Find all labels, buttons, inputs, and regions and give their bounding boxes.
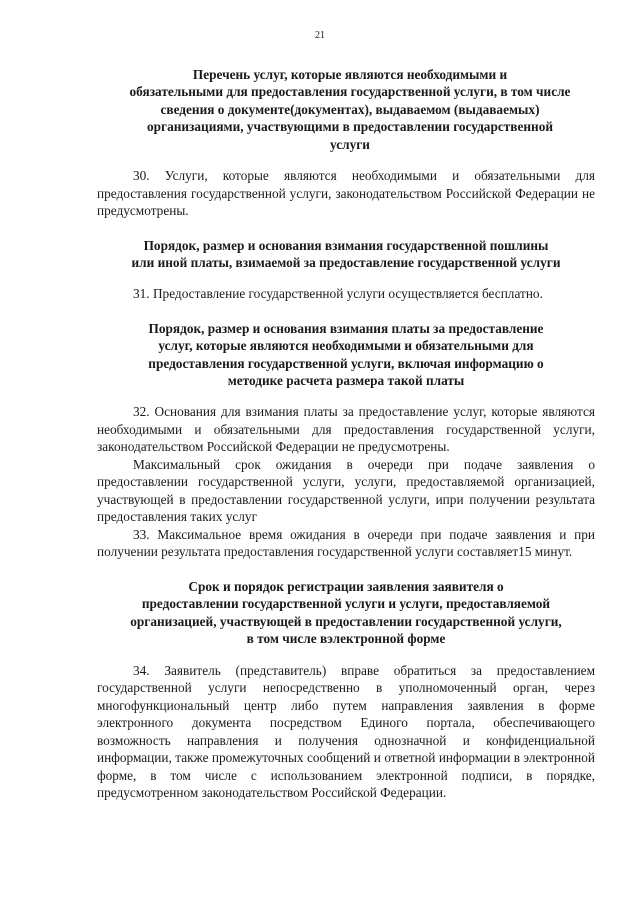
heading-line: предоставления государственной услуги, включая информацию о — [148, 355, 544, 371]
paragraph-30: 30. Услуги, которые являются необходимыми и обязательными для предоставления государственной услуги, законодательством Российской Федерации не предусмотрены. — [97, 168, 595, 219]
heading-state-fee — [97, 237, 595, 272]
page-content — [97, 66, 595, 802]
heading-line: в том числе вэлектронной форме — [246, 631, 446, 647]
heading-line: Срок и порядок регистрации заявления заявителя о — [188, 578, 504, 594]
paragraph-queue-time: Максимальный срок ожидания в очереди при подаче заявления о предоставлении государственной услуги, услуги, предоставляемой организацией, участвующей в предоставлении государственной услуги, ипри получении результата предоставления таких услуг — [97, 456, 595, 525]
heading-line: услуги — [330, 136, 370, 152]
heading-line: организациями, участвующими в предоставлении государственной — [146, 119, 553, 135]
paragraph-33: 33. Максимальное время ожидания в очереди при подаче заявления и при получении результата предоставления государственной услуги составляет15 минут. — [97, 526, 595, 560]
heading-line: Порядок, размер и основания взимания государственной пошлины — [143, 237, 549, 253]
heading-line: Порядок, размер и основания взимания платы за предоставление — [148, 320, 544, 336]
heading-line: или иной платы, взимаемой за предоставление государственной услуги — [131, 254, 561, 270]
heading-registration — [97, 578, 595, 648]
heading-line: обязательными для предоставления государственной услуги, в том числе — [129, 84, 571, 100]
paragraph-32: 32. Основания для взимания платы за предоставление услуг, которые являются необходимыми и обязательными для предоставления государственной услуги, законодательством Российской Федерации не предусмотрены. — [97, 404, 595, 455]
paragraph-31: 31. Предоставление государственной услуги осуществляется бесплатно. — [133, 286, 543, 302]
heading-line: услуг, которые являются необходимыми и обязательными для — [158, 338, 534, 354]
heading-line: предоставлении государственной услуги и услуги, предоставляемой — [141, 596, 551, 612]
heading-line: методике расчета размера такой платы — [227, 373, 465, 389]
page-number: 21 — [315, 30, 325, 41]
heading-fee-for-services — [97, 320, 595, 390]
heading-line: сведения о документе(документах), выдаваемом (выдаваемых) — [160, 101, 540, 117]
heading-line: организацией, участвующей в предоставлении государственной услуги, — [130, 613, 562, 629]
heading-line: Перечень услуг, которые являются необходимыми и — [192, 67, 508, 82]
paragraph-34: 34. Заявитель (представитель) вправе обратиться за предоставлением государственной услуги непосредственно в уполномоченный орган, через многофункциональный центр либо путем направления заявления в форме электронного документа посредством Единого портала, обеспечивающего возможность направления и получения однозначной и конфиденциальной информации, также промежуточных сообщений и ответной информации в электронной форме, в том числе с использованием электронной подписи, в порядке, предусмотренном законодательством Российской Федерации. — [97, 662, 595, 801]
heading-required-services — [97, 66, 595, 153]
